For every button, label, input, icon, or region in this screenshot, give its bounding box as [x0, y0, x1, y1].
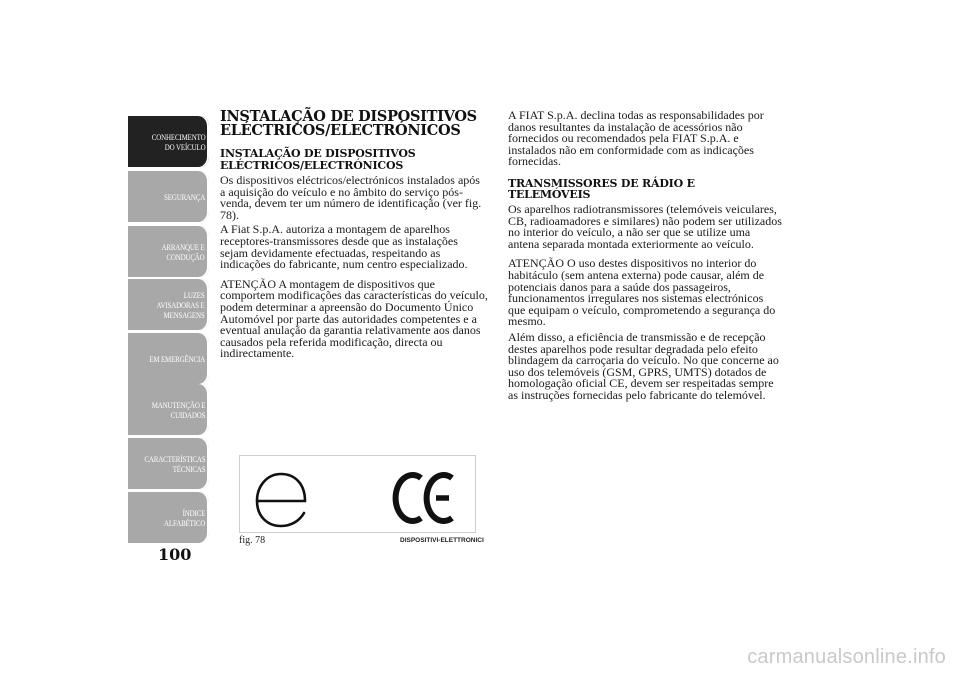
paragraph: Além disso, a eficiência de transmissão e de recepção destes aparelhos pode resultar degradada pelo efeito blindagem da carroçaria do veículo. No que concerne ao uso dos telemóveis (GSM, GPRS, UMTS) dotados de homologação oficial CE, devem ser respeitadas sempre as instruções fornecidas pelo fabricante do telemóvel. [508, 329, 779, 402]
tab-label: EM EMERGÊNCIA [149, 353, 205, 364]
tab-label: MANUTENÇÃO E CUIDADOS [151, 399, 205, 420]
paragraph: Os dispositivos eléctricos/electrónicos instalados após a aquisição do veículo e no âmbito do serviço pós-venda, devem ter um número de identificação (ver fig. 78). [220, 173, 482, 222]
figure-code: DISPOSITIVI-ELETTRONICI [400, 537, 484, 544]
subsection-title: TRANSMISSORES DE RÁDIO E TELEMÓVEIS [508, 176, 695, 202]
tab-em-emergencia[interactable] [128, 333, 210, 384]
tab-indice-alfabetico[interactable] [128, 492, 210, 543]
tab-label: ÍNDICE ALFABÉTICO [163, 507, 205, 528]
e-mark-icon [257, 474, 305, 526]
page-number: 100 [158, 545, 192, 564]
section-title: INSTALAÇÃO DE DISPOSITIVOS ELÉCTRICOS/ELECTRÓNICOS [220, 108, 477, 139]
tab-arranque-e-conducao[interactable] [128, 226, 210, 277]
ce-mark-icon [396, 475, 452, 521]
subsection-title: INSTALAÇÃO DE DISPOSITIVOS ELÉCTRICOS/ELECTRÓNICOS [220, 147, 416, 172]
tab-caracteristicas-tecnicas[interactable] [128, 438, 210, 489]
tab-label: ARRANQUE E CONDUÇÃO [161, 241, 205, 262]
paragraph: A FIAT S.p.A. declina todas as responsabilidades por danos resultantes da instalação de acessórios não fornecidos ou recomendados pela FIAT S.p.A. e instalados não em conformidade com as indicações fornecidas. [508, 108, 764, 169]
warning-paragraph: ATENÇÃO O uso destes dispositivos no interior do habitáculo (sem antena externa) pode causar, além de potenciais danos para a saúde dos passageiros, funcionamentos irregulares nos sistemas electrónicos que equipam o veículo, comprometendo a segurança do mesmo. [508, 256, 776, 329]
tab-label: CONHECIMENTO DO VEÍCULO [151, 131, 205, 152]
tab-conhecimento-do-veiculo[interactable] [128, 116, 210, 167]
warning-paragraph: ATENÇÃO A montagem de dispositivos que comportem modificações das características do veículo, podem determinar a apreensão do Documento Único Automóvel por parte das autoridades competentes e a eventual anulação da garantia relativamente aos danos causados pela referida modificação, directa ou indirectamente. [220, 276, 488, 361]
watermark: carmanualsonline.info [747, 646, 946, 668]
paragraph: Os aparelhos radiotransmissores (telemóveis veiculares, CB, radioamadores e similares) não podem ser utilizados no interior do veículo, a não ser que se utilize uma antena separada montada exteriormente ao veículo. [508, 201, 782, 251]
tab-label: SEGURANÇA [163, 191, 205, 202]
tab-manutencao-e-cuidados[interactable] [128, 384, 210, 435]
tab-seguranca[interactable] [128, 171, 210, 222]
left-column [220, 110, 488, 360]
tab-luzes-avisadoras[interactable] [128, 279, 210, 330]
figure-78 [239, 455, 476, 533]
tab-label: LUZES AVISADORAS E MENSAGENS [156, 289, 205, 320]
tab-label: CARACTERÍSTICAS TÉCNICAS [143, 453, 205, 474]
right-column [508, 110, 783, 401]
figure-label: fig. 78 [239, 535, 266, 546]
figure-graphic [240, 456, 475, 532]
paragraph: A Fiat S.p.A. autoriza a montagem de aparelhos receptores-transmissores desde que as instalações sejam devidamente efectuadas, respeitando as indicações do fabricante, num centro especializado. [220, 222, 468, 272]
